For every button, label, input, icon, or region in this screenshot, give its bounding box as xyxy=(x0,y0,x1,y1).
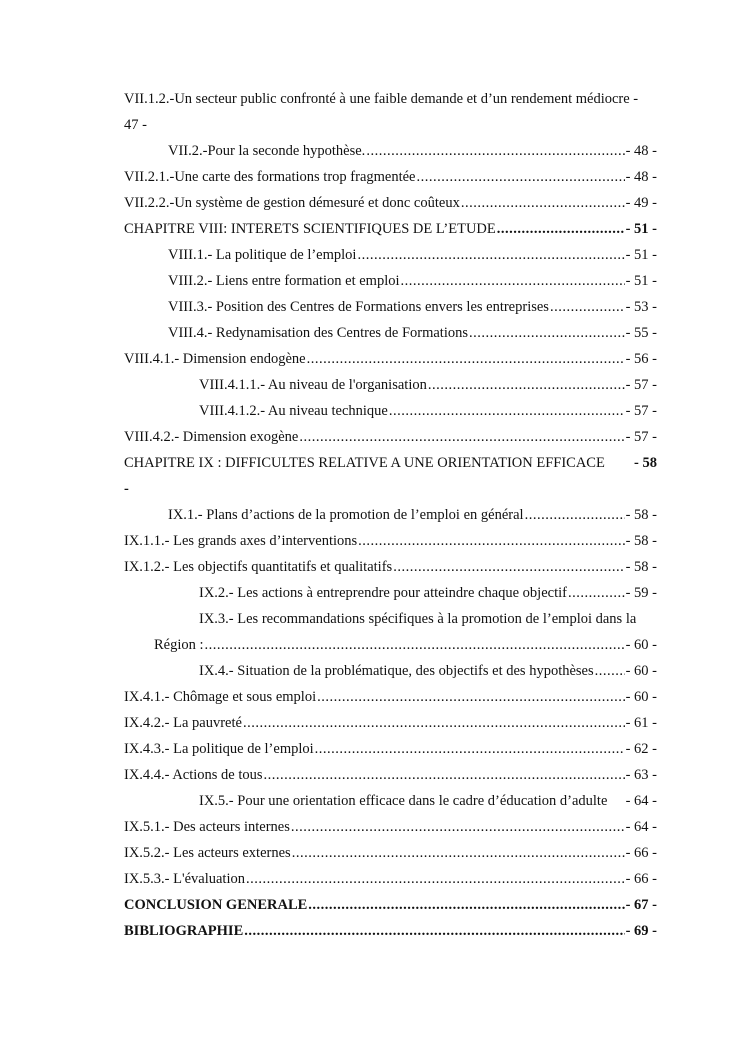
toc-entry-title: VII.2.1.-Une carte des formations trop fragmentée xyxy=(124,169,416,185)
toc-entry[interactable] xyxy=(124,320,657,346)
toc-entry-title: IX.4.3.- La politique de l’emploi xyxy=(124,741,314,757)
toc-page-number: - 64 - xyxy=(625,819,657,835)
toc-entry[interactable] xyxy=(124,502,657,528)
toc-leader-dots xyxy=(393,554,624,580)
toc-entry[interactable] xyxy=(124,424,657,450)
toc-page-number: - 61 - xyxy=(625,715,657,731)
toc-page-number: - 53 - xyxy=(625,299,657,315)
toc-leader-dots xyxy=(317,684,624,710)
toc-page-number: - 58 - xyxy=(625,507,657,523)
toc-entry[interactable] xyxy=(124,242,657,268)
toc-entry-title: IX.5.2.- Les acteurs externes xyxy=(124,845,291,861)
toc-entry-title: VIII.3.- Position des Centres de Formations envers les entreprises xyxy=(168,299,549,315)
toc-entry[interactable] xyxy=(124,528,657,554)
toc-entry[interactable] xyxy=(124,814,657,840)
toc-entry-title: IX.4.4.- Actions de tous xyxy=(124,767,263,783)
toc-page-number: - 55 - xyxy=(625,325,657,341)
toc-page-number: - 60 - xyxy=(625,637,657,653)
toc-page-number: - 57 - xyxy=(625,377,657,393)
toc-entry[interactable] xyxy=(124,86,657,138)
toc-entry-title: BIBLIOGRAPHIE xyxy=(124,923,244,939)
toc-entry-continuation: 47 - xyxy=(124,117,147,133)
toc-page-number: - 51 - xyxy=(625,221,657,237)
toc-page-number: - 58 - xyxy=(625,533,657,549)
toc-page-number: - 51 - xyxy=(625,247,657,263)
toc-leader-dots xyxy=(469,320,625,346)
toc-entry-title: VIII.1.- La politique de l’emploi xyxy=(168,247,357,263)
toc-page-number: - 69 - xyxy=(625,923,657,939)
toc-page-number: - 58 - xyxy=(625,559,657,575)
toc-page-number: - 62 - xyxy=(625,741,657,757)
toc-page-number: - 51 - xyxy=(625,273,657,289)
toc-entry[interactable] xyxy=(124,398,657,424)
toc-entry[interactable] xyxy=(124,684,657,710)
toc-leader-dots xyxy=(428,372,625,398)
toc-page-number: - 64 - xyxy=(625,793,657,809)
toc-page-number: - 56 - xyxy=(625,351,657,367)
toc-entry-title: IX.5.- Pour une orientation efficace dans le cadre d’éducation d’adulte xyxy=(199,793,608,809)
toc-page-number: - 48 - xyxy=(625,143,657,159)
toc-page-number: - 66 - xyxy=(625,871,657,887)
toc-entry-title: VIII.4.1.1.- Au niveau de l'organisation xyxy=(199,377,427,393)
toc-entry[interactable] xyxy=(124,762,657,788)
toc-leader-dots xyxy=(550,294,625,320)
toc-page-number: - 67 - xyxy=(625,897,657,913)
toc-entry[interactable] xyxy=(124,372,657,398)
toc-leader-dots xyxy=(497,216,625,242)
toc-entry-title: IX.4.1.- Chômage et sous emploi xyxy=(124,689,317,705)
toc-entry-title: IX.4.2.- La pauvreté xyxy=(124,715,242,731)
toc-entry-title: VII.2.-Pour la seconde hypothèse. xyxy=(168,143,366,159)
toc-entry-chapter[interactable] xyxy=(124,216,657,242)
toc-page-number: - 57 - xyxy=(625,403,657,419)
toc-leader-dots xyxy=(205,632,625,658)
toc-leader-dots xyxy=(401,268,625,294)
toc-entry[interactable] xyxy=(124,580,657,606)
table-of-contents xyxy=(124,86,657,944)
toc-entry-bibliography[interactable] xyxy=(124,918,657,944)
toc-leader-dots xyxy=(568,580,625,606)
toc-entry-title: IX.1.- Plans d’actions de la promotion de l’emploi en général xyxy=(168,507,524,523)
toc-entry-title: VIII.4.1.2.- Au niveau technique xyxy=(199,403,388,419)
toc-leader-dots xyxy=(389,398,625,424)
toc-entry-title: IX.5.3.- L'évaluation xyxy=(124,871,245,887)
toc-entry[interactable] xyxy=(124,190,657,216)
toc-entry-title: IX.2.- Les actions à entreprendre pour atteindre chaque objectif xyxy=(199,585,567,601)
toc-leader-dots xyxy=(308,892,624,918)
toc-entry-title: VIII.4.- Redynamisation des Centres de Formations xyxy=(168,325,469,341)
toc-leader-dots xyxy=(243,710,625,736)
toc-entry[interactable] xyxy=(124,840,657,866)
toc-entry-chapter[interactable] xyxy=(124,450,657,502)
toc-entry-title: VIII.2.- Liens entre formation et emploi xyxy=(168,273,400,289)
toc-entry[interactable] xyxy=(124,788,657,814)
toc-entry-title: VIII.4.1.- Dimension endogène xyxy=(124,351,306,367)
toc-entry-title: IX.1.1.- Les grands axes d’interventions xyxy=(124,533,358,549)
toc-entry-continuation: - xyxy=(124,481,129,497)
toc-leader-dots xyxy=(292,840,625,866)
toc-leader-dots xyxy=(315,736,625,762)
toc-leader-dots xyxy=(461,190,625,216)
toc-entry[interactable] xyxy=(124,294,657,320)
toc-entry-title: VII.1.2.-Un secteur public confronté à une faible demande et d’un rendement médiocre - xyxy=(124,91,639,107)
toc-page-number: - 57 - xyxy=(625,429,657,445)
toc-page-number: - 60 - xyxy=(625,663,657,679)
toc-entry-title: IX.4.- Situation de la problématique, des objectifs et des hypothèses xyxy=(199,663,594,679)
toc-entry-title: CONCLUSION GENERALE xyxy=(124,897,308,913)
toc-entry[interactable] xyxy=(124,346,657,372)
toc-page-number: - 60 - xyxy=(625,689,657,705)
toc-leader-dots xyxy=(244,918,624,944)
toc-entry-continuation: Région : xyxy=(154,637,204,653)
toc-entry[interactable] xyxy=(124,736,657,762)
toc-entry-conclusion[interactable] xyxy=(124,892,657,918)
toc-leader-dots xyxy=(358,528,624,554)
toc-entry-title: IX.3.- Les recommandations spécifiques à la promotion de l’emploi dans la xyxy=(199,611,637,627)
toc-entry[interactable] xyxy=(124,710,657,736)
toc-entry[interactable] xyxy=(124,164,657,190)
toc-entry-title: VIII.4.2.- Dimension exogène xyxy=(124,429,299,445)
toc-leader-dots xyxy=(357,242,624,268)
toc-entry-title: IX.1.2.- Les objectifs quantitatifs et qualitatifs xyxy=(124,559,393,575)
toc-entry[interactable] xyxy=(124,268,657,294)
toc-entry[interactable] xyxy=(124,138,657,164)
toc-leader-dots xyxy=(291,814,625,840)
toc-leader-dots xyxy=(595,658,625,684)
toc-entry[interactable] xyxy=(124,606,657,658)
toc-entry[interactable] xyxy=(124,866,657,892)
toc-entry-title: CHAPITRE VIII: INTERETS SCIENTIFIQUES DE L’ETUDE xyxy=(124,221,496,237)
toc-entry[interactable] xyxy=(124,658,657,684)
toc-entry[interactable] xyxy=(124,554,657,580)
toc-page-number: - 66 - xyxy=(625,845,657,861)
toc-page-number: - 59 - xyxy=(625,585,657,601)
toc-page-number: - 63 - xyxy=(625,767,657,783)
toc-leader-dots xyxy=(264,762,625,788)
toc-entry-title: IX.5.1.- Des acteurs internes xyxy=(124,819,290,835)
toc-page-number: - 49 - xyxy=(625,195,657,211)
toc-leader-dots xyxy=(299,424,624,450)
toc-page-number: - 48 - xyxy=(625,169,657,185)
toc-entry-title: VII.2.2.-Un système de gestion démesuré et donc coûteux xyxy=(124,195,460,211)
toc-leader-dots xyxy=(307,346,625,372)
toc-leader-dots xyxy=(366,138,624,164)
toc-page-number: - 58 xyxy=(634,455,657,471)
toc-entry-title: CHAPITRE IX : DIFFICULTES RELATIVE A UNE ORIENTATION EFFICACE xyxy=(124,455,605,471)
toc-leader-dots xyxy=(246,866,625,892)
toc-leader-dots xyxy=(417,164,625,190)
toc-leader-dots xyxy=(525,502,625,528)
